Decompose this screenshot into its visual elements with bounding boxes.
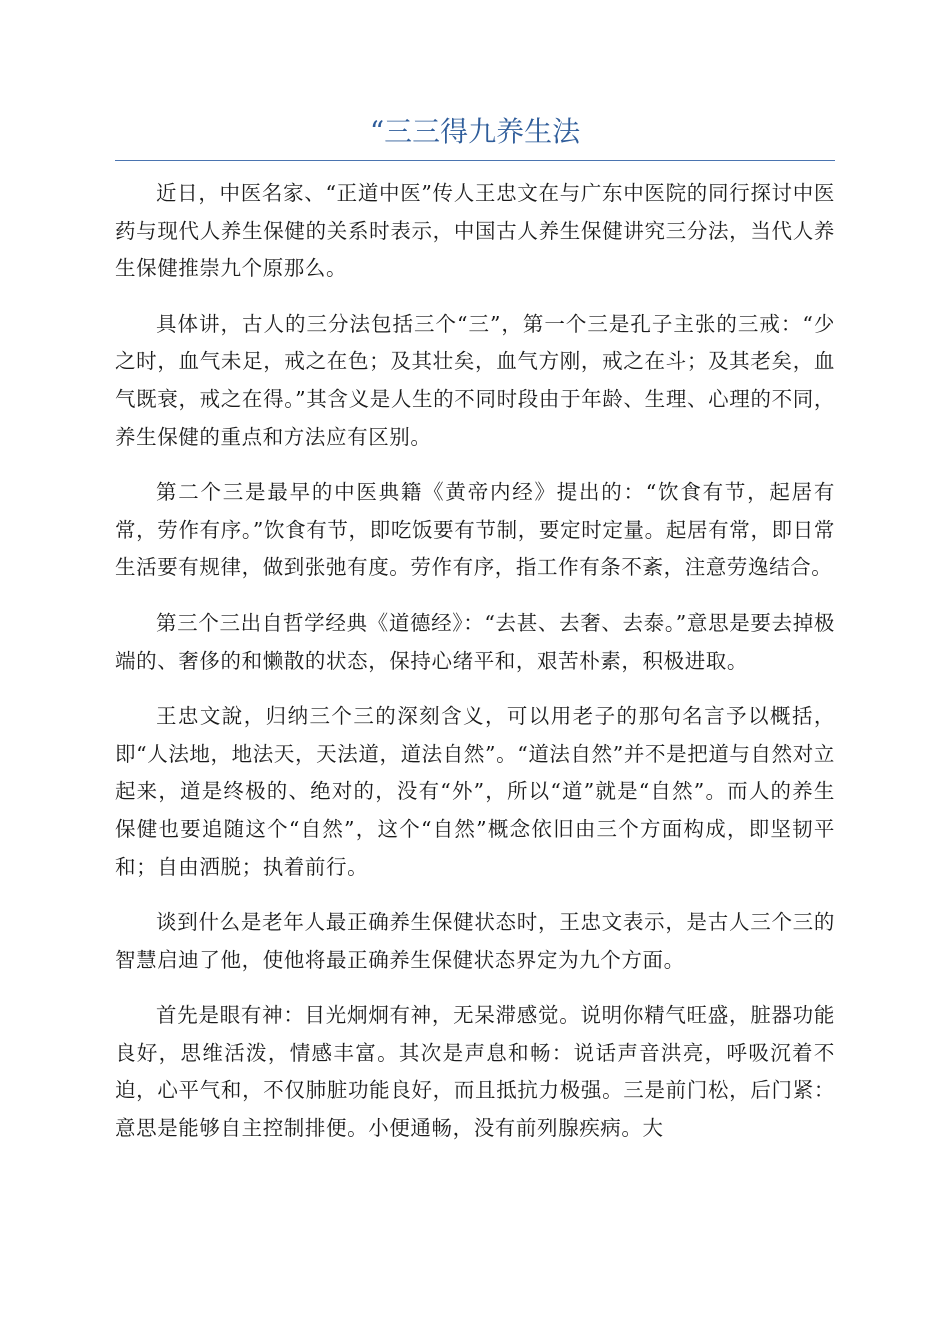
title-underline	[115, 160, 835, 161]
paragraph-4: 第三个三出自哲学经典《道德经》：“去甚、去奢、去泰。”意思是要去掉极端的、奢侈的和懒散的状态，保持心绪平和，艰苦朴素，积极进取。	[115, 610, 835, 673]
paragraph-6: 谈到什么是老年人最正确养生保健状态时，王忠文表示，是古人三个三的智慧启迪了他，使他将最正确养生保健状态界定为九个方面。	[115, 910, 835, 972]
document-title: “三三得九养生法	[369, 115, 581, 148]
paragraph-7: 首先是眼有神：目光炯炯有神，无呆滞感觉。说明你精气旺盛，脏器功能良好，思维活泼，情感丰富。其次是声息和畅：说话声音洪亮，呼吸沉着不迫，心平气和，不仅肺脏功能良好，而且抵抗力极强。三是前门松，后门紧：意思是能够自主控制排便。小便通畅，没有前列腺疾病。大	[115, 1003, 835, 1141]
paragraph-3: 第二个三是最早的中医典籍《黄帝内经》提出的：“饮食有节，起居有常，劳作有序。”饮食有节，即吃饭要有节制，要定时定量。起居有常，即日常生活要有规律，做到张弛有度。劳作有序，指工作有条不紊，注意劳逸结合。	[115, 480, 835, 580]
paragraph-2: 具体讲，古人的三分法包括三个“三”，第一个三是孔子主张的三戒：“少之时，血气未足，戒之在色；及其壮矣，血气方刚，戒之在斗；及其老矣，血气既衰，戒之在得。”其含义是人生的不同时段由于年龄、生理、心理的不同，养生保健的重点和方法应有区别。	[115, 311, 835, 449]
document-page	[115, 110, 835, 1166]
paragraph-1: 近日，中医名家、“正道中医”传人王忠文在与广东中医院的同行探讨中医药与现代人养生保健的关系时表示，中国古人养生保健讲究三分法，当代人养生保健推崇九个原那么。	[115, 181, 835, 281]
paragraph-5: 王忠文說，归纳三个三的深刻含义，可以用老子的那句名言予以概括，即“人法地，地法天，天法道，道法自然”。“道法自然”并不是把道与自然对立起来，道是终极的、绝对的，没有“外”，所以“道”就是“自然”。而人的养生保健也要追随这个“自然”，这个“自然”概念依旧由三个方面构成，即坚韧平和；自由洒脱；执着前行。	[115, 704, 835, 879]
